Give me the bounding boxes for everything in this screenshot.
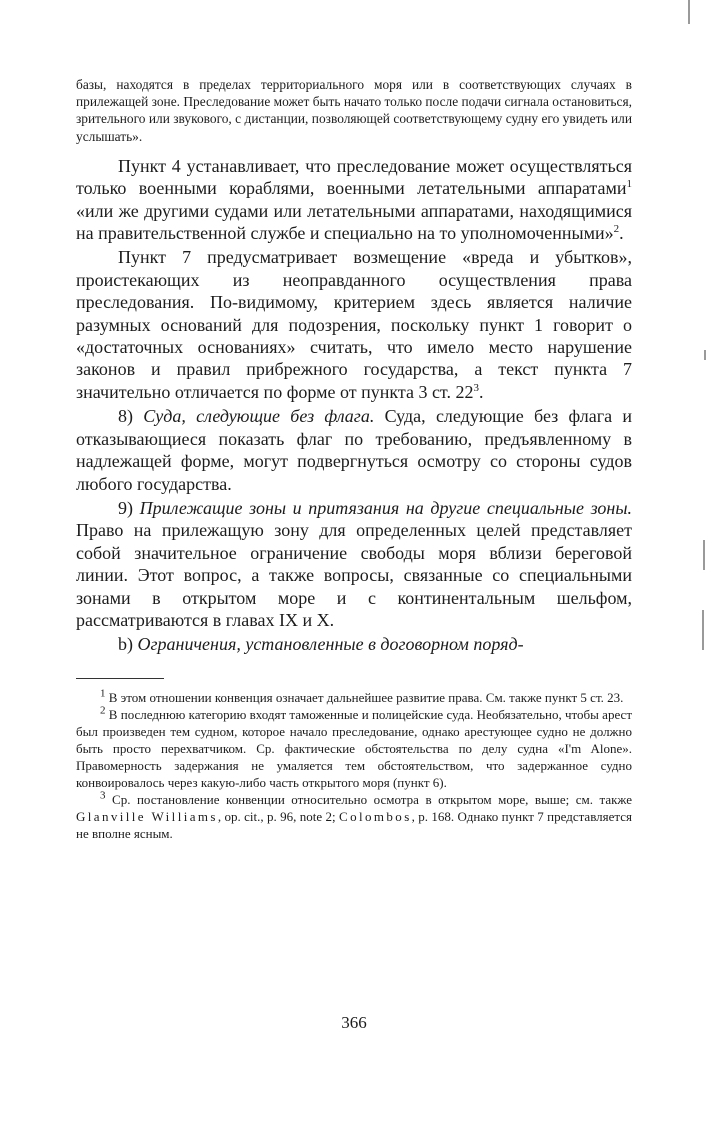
scan-artifact [704,350,706,360]
paragraph-text: Пункт 4 устанавливает, что преследование может осуществляться только военными кораблями, военными летательными аппаратами [76,155,632,199]
section-9-paragraph [76,497,632,631]
footnote-divider [76,678,164,679]
section-heading: Суда, следующие без флага. [143,406,375,427]
footnote-marker: 1 [100,687,106,700]
section-number: 9) [118,497,140,518]
scan-artifact [702,610,704,650]
section-8-paragraph [76,405,632,495]
paragraph-text: . [619,223,624,244]
continued-quotation: базы, находятся в пределах территориального моря или в соответствующих случаях в прилежащей зоне. Преследование может быть начато только после подачи сигнала остановиться, зрительного или звукового, с дистанции, позволяющей соответствующему судну его увидеть или услышать». [76,77,632,144]
footnote-ref-2: 2 [613,223,620,236]
cited-author: Glanville Williams [76,808,218,824]
footnote-text: В последнюю категорию входят таможенные и полицейские суда. Необязательно, чтобы арест был произведен тем судном, которое начало преследование, однако арестующее судно не должно быть просто перехватчиком. Ср. фактические обстоятельства по делу судна «I'm Alone». Правомерность задержания не умаляется тем обстоятельством, что задержанное судно конвоировалось через какую-либо часть открытого моря (пункт 6). [76,706,632,790]
footnote-text: В этом отношении конвенция означает дальнейшее развитие права. См. также пункт 5 ст. 23. [105,689,624,705]
paragraph-text: . [478,381,484,402]
footnote-ref-1: 1 [626,178,632,191]
section-heading: Прилежащие зоны и притязания на другие специальные зоны. [139,497,633,518]
paragraph-text: Пункт 7 предусматривает возмещение «вреда и убытков», проистекающих из неоправданного осуществления права преследования. По-видимому, критерием здесь является наличие разумных оснований для подозрения, поскольку пункт 1 говорит о «достаточных основаниях» считать, что имело место нарушение законов и правил прибрежного государства, а текст пункта 7 значительно отличается по форме от пункта 3 ст. 22 [76,247,632,402]
section-number: 8) [118,406,144,427]
footnote-marker: 2 [100,704,106,717]
footnote-1 [76,689,632,706]
footnote-ref-3: 3 [473,381,479,394]
footnote-marker: 3 [100,789,106,802]
scan-artifact [688,0,690,24]
page-number: 366 [341,1013,367,1032]
paragraph-point-4 [76,155,632,245]
paragraph-text: «или же другими судами или летательными аппаратами, находящимися на правительственной службе и специально на то уполномоченными» [76,200,632,244]
section-b-paragraph [76,633,632,655]
section-heading: Ограничения, установленные в договорном поряд- [137,634,524,655]
paragraph-text: Суда, следующие без флага и отказывающиеся показать флаг по требованию, предъявленному в надлежащей форме, могут подвергнуться осмотру со стороны судов любого государства. [76,406,632,494]
footnote-text: , p. 168. Однако пункт 7 представляется не вполне ясным. [76,808,632,841]
page-text-block [76,76,632,842]
scan-artifact [703,540,705,570]
paragraph-point-7 [76,246,632,403]
footnote-text: , op. cit., p. 96, note 2; [217,808,340,824]
footnote-3 [76,791,632,842]
paragraph-text: Право на прилежащую зону для определенных целей представляет собой значительное ограничение свободы моря вблизи береговой линии. Этот вопрос, а также вопросы, связанные со специальными зонами в открытом море и с континентальным шельфом, рассматриваются в главах IX и X. [76,520,632,630]
footnote-text: Ср. постановление конвенции относительно осмотра в открытом море, выше; см. также [105,791,632,807]
section-number: b) [118,634,138,655]
footnote-2 [76,706,632,791]
cited-author: Colombos [339,808,412,824]
